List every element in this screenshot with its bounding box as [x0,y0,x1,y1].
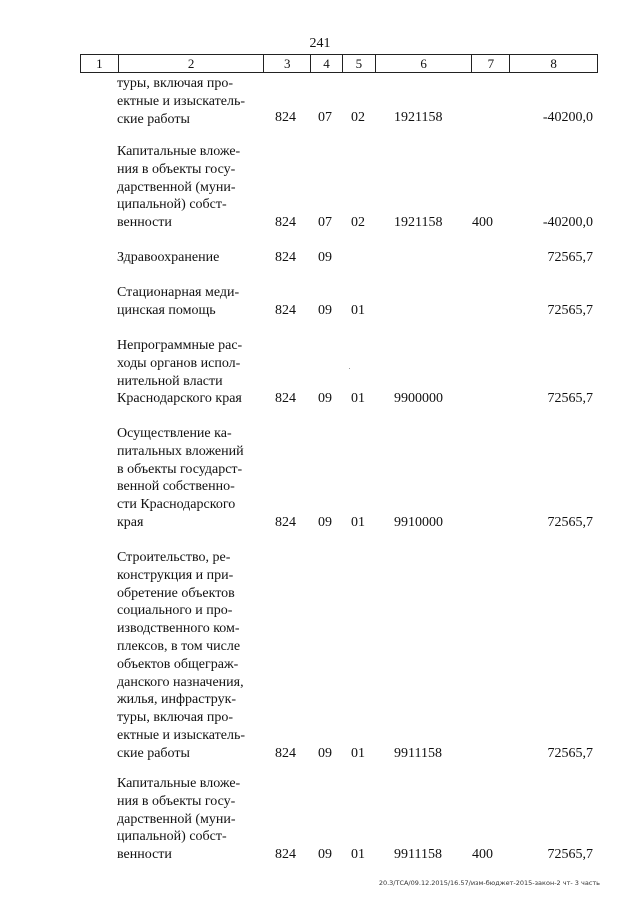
header-col-4: 4 [311,55,343,72]
cell-c3: 824 [275,391,296,407]
cell-c6: 1921158 [394,110,443,126]
cell-c3: 824 [275,215,296,231]
header-col-1: 1 [81,55,119,72]
cell-c5: 02 [351,110,365,126]
header-col-5: 5 [343,55,376,72]
cell-c5: 01 [351,847,365,863]
cell-c6: 9911158 [394,746,442,762]
cell-c7: 400 [472,215,493,231]
cell-c8: 72565,7 [547,250,593,266]
cell-c4: 09 [318,391,332,407]
cell-c4: 09 [318,746,332,762]
table-row [0,249,640,267]
table-row [0,425,640,532]
header-col-3: 3 [264,55,311,72]
cell-c4: 09 [318,847,332,863]
table-row [0,337,640,408]
row-name: туры, включая про- ектные и изыскатель- ские работы [117,76,246,127]
cell-c8: 72565,7 [547,391,593,407]
row-name: Капитальные вложе- ния в объекты госу- дарственной (муни- ципальной) собст- венности [117,776,241,863]
cell-c3: 824 [275,110,296,126]
row-name: Непрограммные рас- ходы органов испол- нительной власти Краснодарского края [117,338,243,407]
cell-c5: 01 [351,515,365,531]
table-row [0,75,640,127]
cell-c5: 02 [351,215,365,231]
table-row [0,775,640,864]
header-col-6: 6 [376,55,473,72]
scan-speck [349,368,350,369]
row-name: Строительство, ре- конструкция и при- обретение объектов социального и про- изводственного ком- плексов, в том числе объектов общеграж- данского назначения, жилья, инфраструк- туры, включая про- ектные и изыскатель- ские работы [117,550,246,761]
cell-c6: 9911158 [394,847,442,863]
cell-c6: 1921158 [394,215,443,231]
cell-c8: -40200,0 [542,110,593,126]
cell-c8: -40200,0 [542,215,593,231]
cell-c8: 72565,7 [547,515,593,531]
row-name: Здравоохранение [117,250,220,265]
cell-c4: 09 [318,250,332,266]
header-col-8: 8 [550,56,557,71]
cell-c6: 9910000 [394,515,443,531]
cell-c5: 01 [351,303,365,319]
header-col-2: 2 [119,55,264,72]
cell-c4: 07 [318,110,332,126]
table-header [80,54,598,73]
cell-c3: 824 [275,250,296,266]
row-name: Капитальные вложе- ния в объекты госу- дарственной (муни- ципальной) собст- венности [117,144,241,231]
table-row [0,284,640,320]
cell-c4: 09 [318,515,332,531]
cell-c8: 72565,7 [547,847,593,863]
table-row [0,549,640,763]
cell-c3: 824 [275,515,296,531]
cell-c5: 01 [351,391,365,407]
header-col-7: 7 [472,55,510,72]
cell-c4: 07 [318,215,332,231]
cell-c5: 01 [351,746,365,762]
cell-c4: 09 [318,303,332,319]
cell-c3: 824 [275,847,296,863]
cell-c7: 400 [472,847,493,863]
footer-file-path: 20.3/ТСА/09.12.2015/16.57/изм-бюджет-2015-закон-2 чт- 3 часть [378,879,600,887]
row-name: Осуществление ка- питальных вложений в объекты государст- венной собственно- сти Краснодарского края [117,426,244,530]
cell-c3: 824 [275,303,296,319]
row-name: Стационарная меди- цинская помощь [117,285,240,318]
page-number: 241 [309,36,331,51]
table-row [0,143,640,232]
cell-c8: 72565,7 [547,746,593,762]
cell-c6: 9900000 [394,391,443,407]
cell-c3: 824 [275,746,296,762]
cell-c8: 72565,7 [547,303,593,319]
